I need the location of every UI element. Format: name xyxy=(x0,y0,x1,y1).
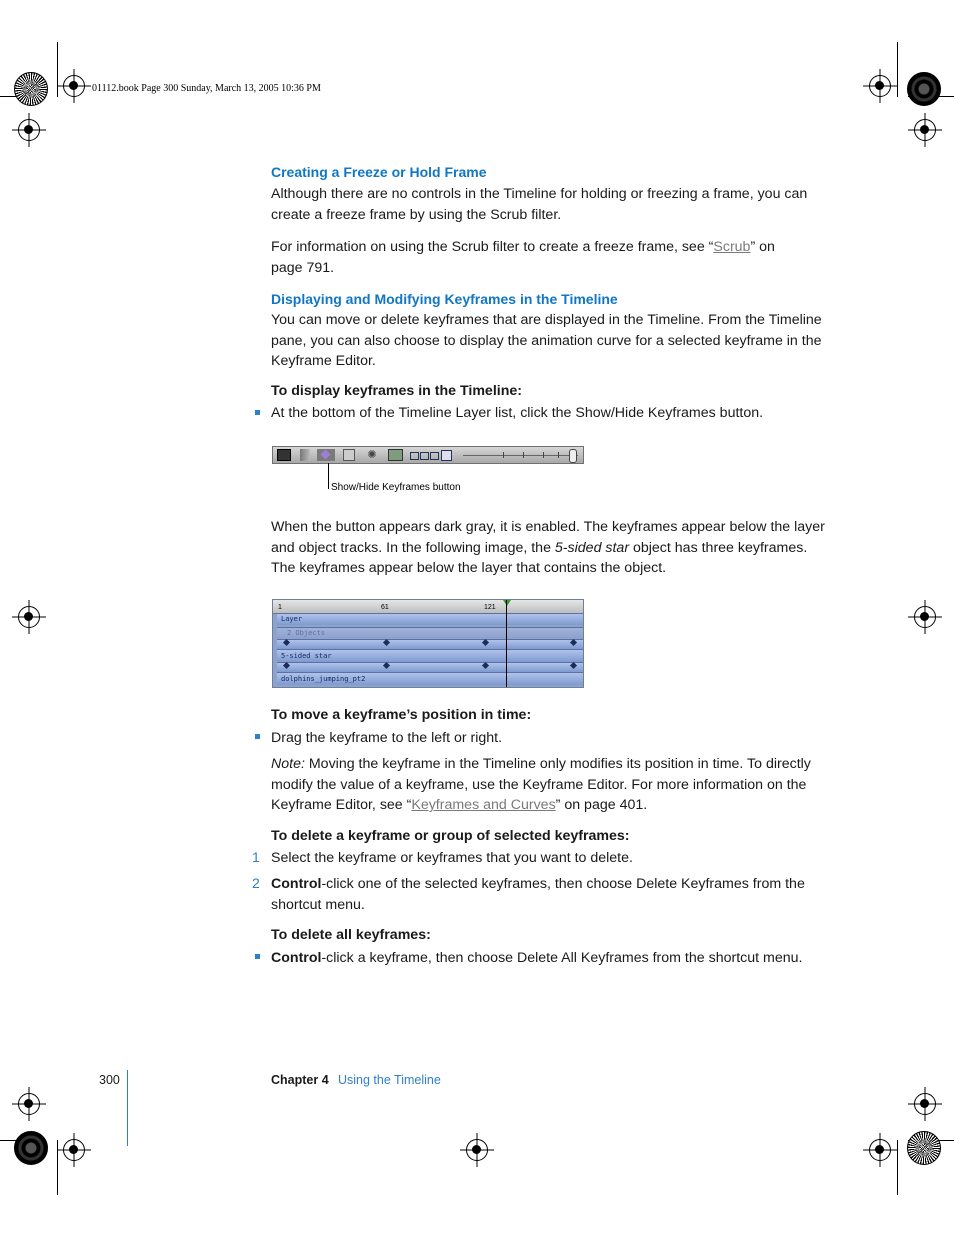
timeline-track[interactable] xyxy=(277,627,583,639)
task-heading-delete: To delete a keyframe or group of selected keyframes: xyxy=(271,828,630,844)
bullet-delete-all-text xyxy=(271,948,851,969)
footer-divider xyxy=(127,1070,128,1146)
note-paragraph xyxy=(271,754,831,816)
task-heading-display: To display keyframes in the Timeline: xyxy=(271,383,522,399)
ruler-label: 121 xyxy=(484,604,496,611)
text: When the button appears dark gray, it is enabled. The keyframes appear below the layer and object tracks. In the following image, the xyxy=(271,519,825,556)
box-icon xyxy=(420,452,429,460)
text: Select the keyframe or keyframes that you want to delete. xyxy=(271,850,633,866)
crosshair-icon xyxy=(914,1093,936,1115)
scrub-link[interactable]: Scrub xyxy=(713,239,751,255)
keyframe-row[interactable] xyxy=(277,639,583,649)
page-number: 300 xyxy=(99,1073,120,1087)
playhead-marker[interactable] xyxy=(503,600,511,606)
crosshair-icon xyxy=(466,1139,488,1161)
step-number: 2 xyxy=(252,875,260,891)
timeline-track[interactable] xyxy=(277,649,583,662)
step-bold: Control xyxy=(271,876,322,892)
audio-icon[interactable] xyxy=(300,449,310,461)
ruler-label: 61 xyxy=(381,604,389,611)
registration-target-icon xyxy=(14,1131,48,1165)
keyframe-diamond-icon xyxy=(321,450,331,460)
text: Moving the keyframe in the Timeline only modifies its position in time. To directly modify the value of a keyframe, use the Keyframe Editor. For more information on the Keyframe Editor, see “ xyxy=(271,756,811,813)
bullet-move-text: Drag the keyframe to the left or right. xyxy=(271,730,503,746)
keyframe-row[interactable] xyxy=(277,662,583,672)
bullet-icon xyxy=(255,410,260,415)
text: ” on page 791. xyxy=(271,239,775,276)
registration-target-icon xyxy=(14,72,48,106)
box-icon xyxy=(430,452,439,460)
registration-target-icon xyxy=(907,72,941,106)
paragraph-keyframes-intro: You can move or delete keyframes that are displayed in the Timeline. From the Timeline pane, you can also choose to display the animation curve for a selected keyframe in the Keyframe Editor. xyxy=(271,312,822,369)
keyframes-and-curves-link[interactable]: Keyframes and Curves xyxy=(411,797,556,813)
show-hide-keyframes-button[interactable] xyxy=(317,449,335,461)
step-number: 1 xyxy=(252,849,260,865)
slider-tick xyxy=(543,452,544,458)
task-heading-delete-all: To delete all keyframes: xyxy=(271,927,431,943)
figure-caption: Show/Hide Keyframes button xyxy=(331,482,461,493)
section-heading-freeze: Creating a Freeze or Hold Frame xyxy=(271,164,487,180)
bold-control: Control xyxy=(271,950,322,966)
timeline-track[interactable] xyxy=(277,613,583,625)
text: -click one of the selected keyframes, then choose Delete Keyframes from the shortcut menu. xyxy=(271,876,805,913)
zoom-slider[interactable] xyxy=(463,449,578,461)
track-label: dolphins_jumping_pt2 xyxy=(281,675,366,683)
crosshair-icon xyxy=(869,75,891,97)
text: For information on using the Scrub filter to create a freeze frame, see “ xyxy=(271,239,714,255)
crosshair-icon xyxy=(914,119,936,141)
timeline-track[interactable] xyxy=(277,672,583,685)
mask-icon[interactable] xyxy=(343,449,355,461)
film-icon[interactable] xyxy=(277,449,291,461)
step-text xyxy=(271,848,831,869)
footer-chapter: Chapter 4 xyxy=(271,1073,329,1087)
text: object has three keyframes. The keyframes appear below the layer that contains the object. xyxy=(271,539,808,576)
box-icon xyxy=(410,452,419,460)
paragraph-freeze-intro: Although there are no controls in the Timeline for holding or freezing a frame, you can create a freeze frame by using the Scrub filter. xyxy=(271,186,808,223)
crosshair-icon xyxy=(18,606,40,628)
timeline-ruler xyxy=(273,600,583,614)
playhead-line[interactable] xyxy=(506,600,507,687)
crosshair-icon xyxy=(18,119,40,141)
slider-tick xyxy=(558,452,559,458)
caption-leader-line xyxy=(328,463,329,489)
track-label: Layer xyxy=(281,615,303,623)
footer-chapter-title: Using the Timeline xyxy=(338,1073,441,1087)
crosshair-icon xyxy=(914,606,936,628)
timeline-figure xyxy=(272,599,584,688)
registration-target-icon xyxy=(907,1131,941,1165)
step-text xyxy=(271,874,831,915)
task-heading-move: To move a keyframe’s position in time: xyxy=(271,707,532,723)
emphasis-object-name: 5-sided star xyxy=(554,539,630,556)
slider-thumb[interactable] xyxy=(569,449,577,463)
ruler-label: 1 xyxy=(278,604,282,611)
paragraph-keyframes-explained xyxy=(271,517,831,579)
slider-tick xyxy=(503,452,504,458)
crop-mark xyxy=(897,1140,898,1195)
bullet-icon xyxy=(255,734,260,739)
paragraph-scrub-reference xyxy=(271,237,791,278)
crosshair-icon xyxy=(63,75,85,97)
crosshair-icon xyxy=(869,1139,891,1161)
text: -click a keyframe, then choose Delete All Keyframes from the shortcut menu. xyxy=(321,950,803,966)
group-icon[interactable] xyxy=(388,449,403,461)
crop-mark xyxy=(897,42,898,97)
slider-tick xyxy=(523,452,524,458)
timeline-toolbar xyxy=(272,446,584,464)
box-icon xyxy=(441,450,452,461)
slider-track xyxy=(463,455,578,456)
crosshair-icon xyxy=(18,1093,40,1115)
note-label: Note: xyxy=(271,756,305,772)
crosshair-icon xyxy=(63,1139,85,1161)
bullet-icon xyxy=(255,954,260,959)
zoom-boxes-icon[interactable] xyxy=(410,449,458,461)
print-header: 01112.book Page 300 Sunday, March 13, 2005 10:36 PM xyxy=(92,83,321,94)
crop-mark xyxy=(57,1140,58,1195)
track-label: 2 Objects xyxy=(287,629,325,637)
crop-mark xyxy=(57,42,58,97)
bullet-display-text: At the bottom of the Timeline Layer list, click the Show/Hide Keyframes button. xyxy=(271,405,764,421)
filter-icon[interactable]: ✺ xyxy=(367,449,377,461)
track-label: 5-sided star xyxy=(281,652,332,660)
section-heading-keyframes: Displaying and Modifying Keyframes in the Timeline xyxy=(271,291,618,307)
text: ” on page 401. xyxy=(555,797,648,813)
